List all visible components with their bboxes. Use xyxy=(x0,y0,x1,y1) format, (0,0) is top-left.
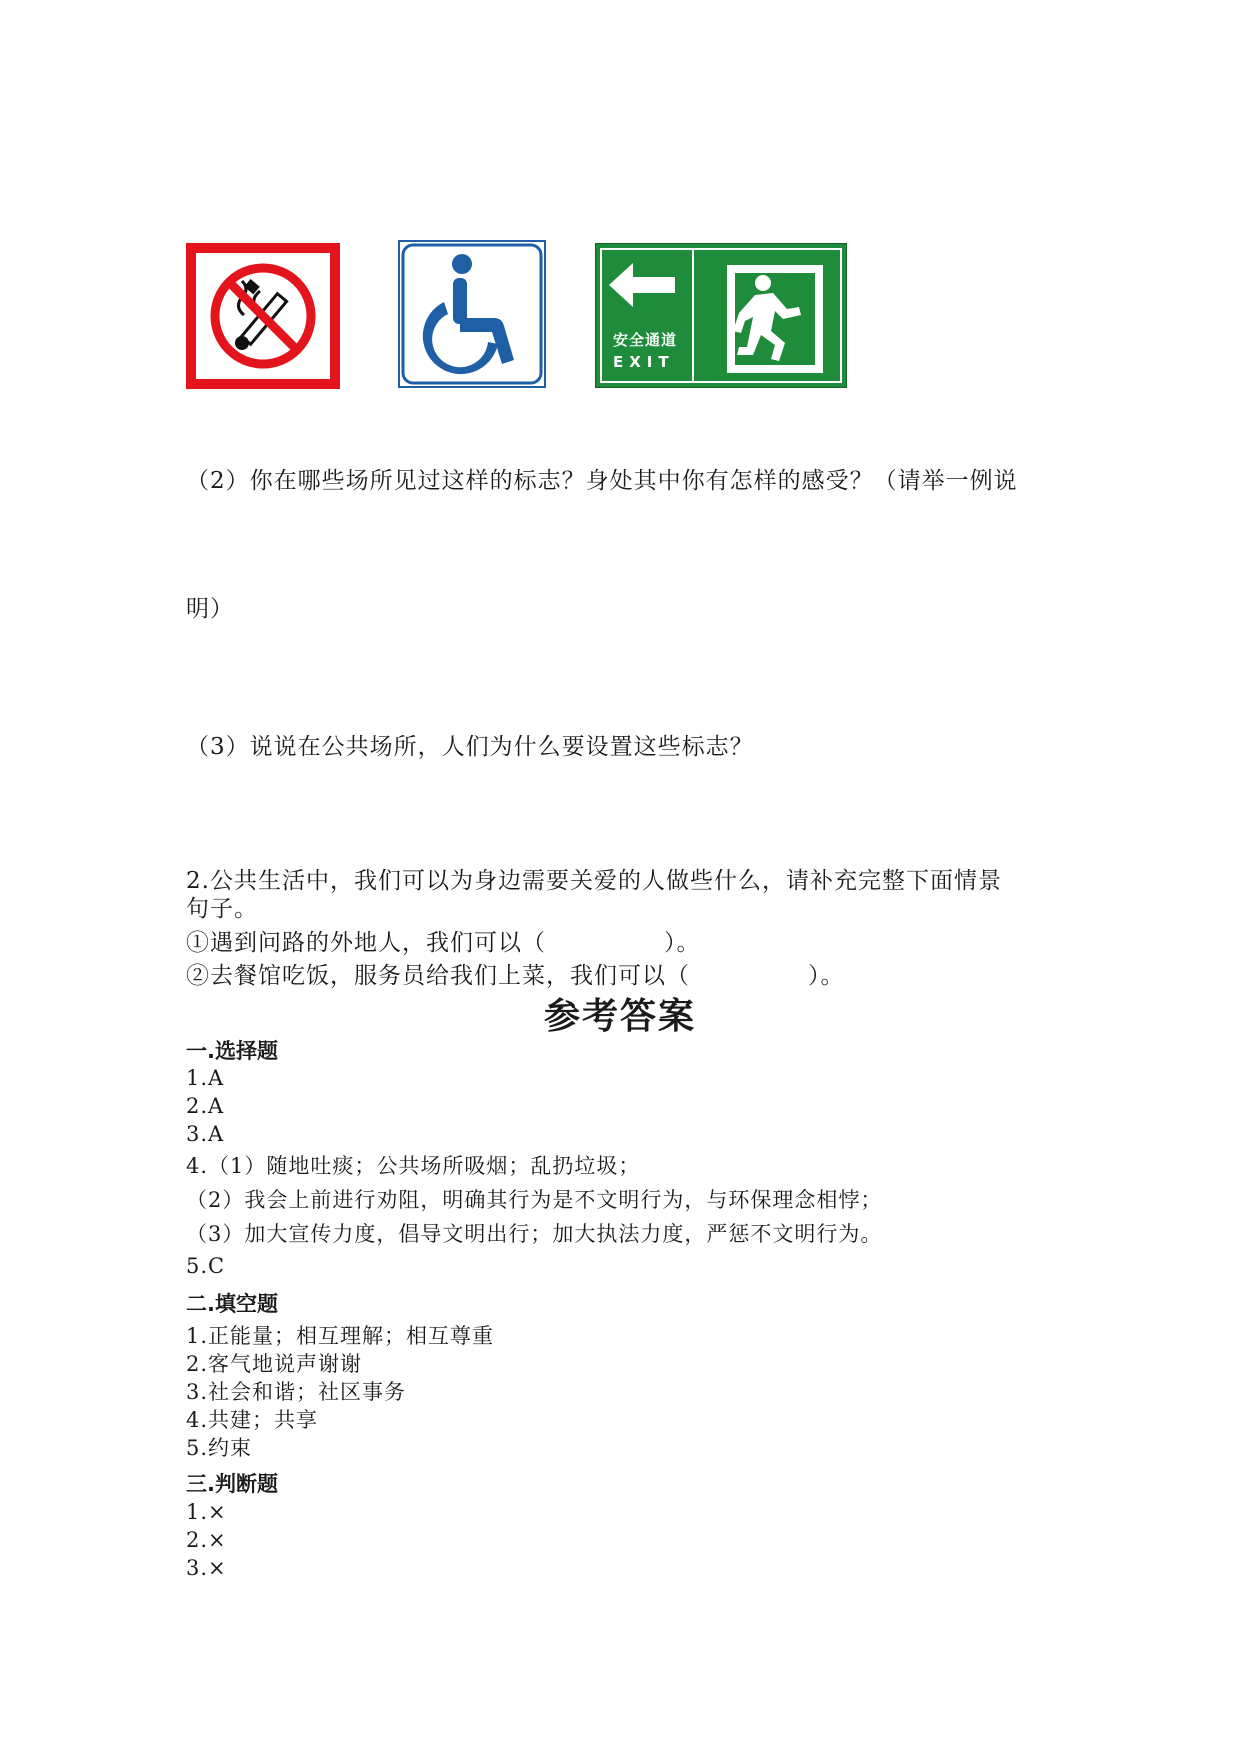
section-heading-judge: 三.判断题 xyxy=(186,1472,278,1496)
emergency-exit-sign xyxy=(595,243,847,388)
answer-line: 3.× xyxy=(186,1556,227,1580)
answer-line: 4.（1）随地吐痰；公共场所吸烟；乱扔垃圾； xyxy=(186,1154,641,1178)
answer-line: 5.C xyxy=(186,1254,226,1278)
answers-title: 参考答案 xyxy=(543,996,696,1037)
problem-2-line-2: 句子。 xyxy=(186,896,258,922)
problem-2-item-2-post: ）。 xyxy=(808,963,845,989)
answer-line: 4.共建；共享 xyxy=(186,1408,319,1432)
answer-line: 1.× xyxy=(186,1500,227,1524)
answer-line: 2.× xyxy=(186,1528,227,1552)
answer-line: （2）我会上前进行劝阻，明确其行为是不文明行为，与环保理念相悖； xyxy=(186,1188,883,1212)
answer-line: 3.社会和谐；社区事务 xyxy=(186,1380,407,1404)
answer-line: 3.A xyxy=(186,1122,225,1146)
answer-line: （3）加大宣传力度，倡导文明出行；加大执法力度，严惩不文明行为。 xyxy=(186,1222,883,1246)
problem-2-item-1-pre: ①遇到问路的外地人，我们可以（ xyxy=(186,930,546,956)
answer-line: 1.正能量；相互理解；相互尊重 xyxy=(186,1324,495,1348)
wheelchair-accessible-sign xyxy=(398,240,546,388)
answer-line: 5.约束 xyxy=(186,1436,253,1460)
answer-line: 2.A xyxy=(186,1094,225,1118)
answer-line: 1.A xyxy=(186,1066,225,1090)
question-2-line-2: 明） xyxy=(186,596,234,622)
section-heading-fill: 二.填空题 xyxy=(186,1292,278,1316)
exit-sign-text-en: EXIT xyxy=(613,353,675,371)
problem-2-line-1: 2.公共生活中，我们可以为身边需要关爱的人做些什么，请补充完整下面情景 xyxy=(186,868,1002,894)
no-smoking-sign xyxy=(186,243,340,389)
problem-2-item-2-pre: ②去餐馆吃饭，服务员给我们上菜，我们可以（ xyxy=(186,963,690,989)
problem-2-item-1-post: ）。 xyxy=(664,930,701,956)
section-heading-choice: 一.选择题 xyxy=(186,1039,278,1063)
problem-2-item-1 xyxy=(186,924,701,957)
question-2-line-1: （2）你在哪些场所见过这样的标志？身处其中你有怎样的感受？（请举一例说 xyxy=(186,468,1018,494)
exit-sign-text-cn: 安全通道 xyxy=(613,331,678,349)
problem-2-item-2 xyxy=(186,957,845,990)
running-man-icon xyxy=(727,265,823,373)
question-3: （3）说说在公共场所，人们为什么要设置这些标志？ xyxy=(186,734,754,760)
answer-line: 2.客气地说声谢谢 xyxy=(186,1352,363,1376)
